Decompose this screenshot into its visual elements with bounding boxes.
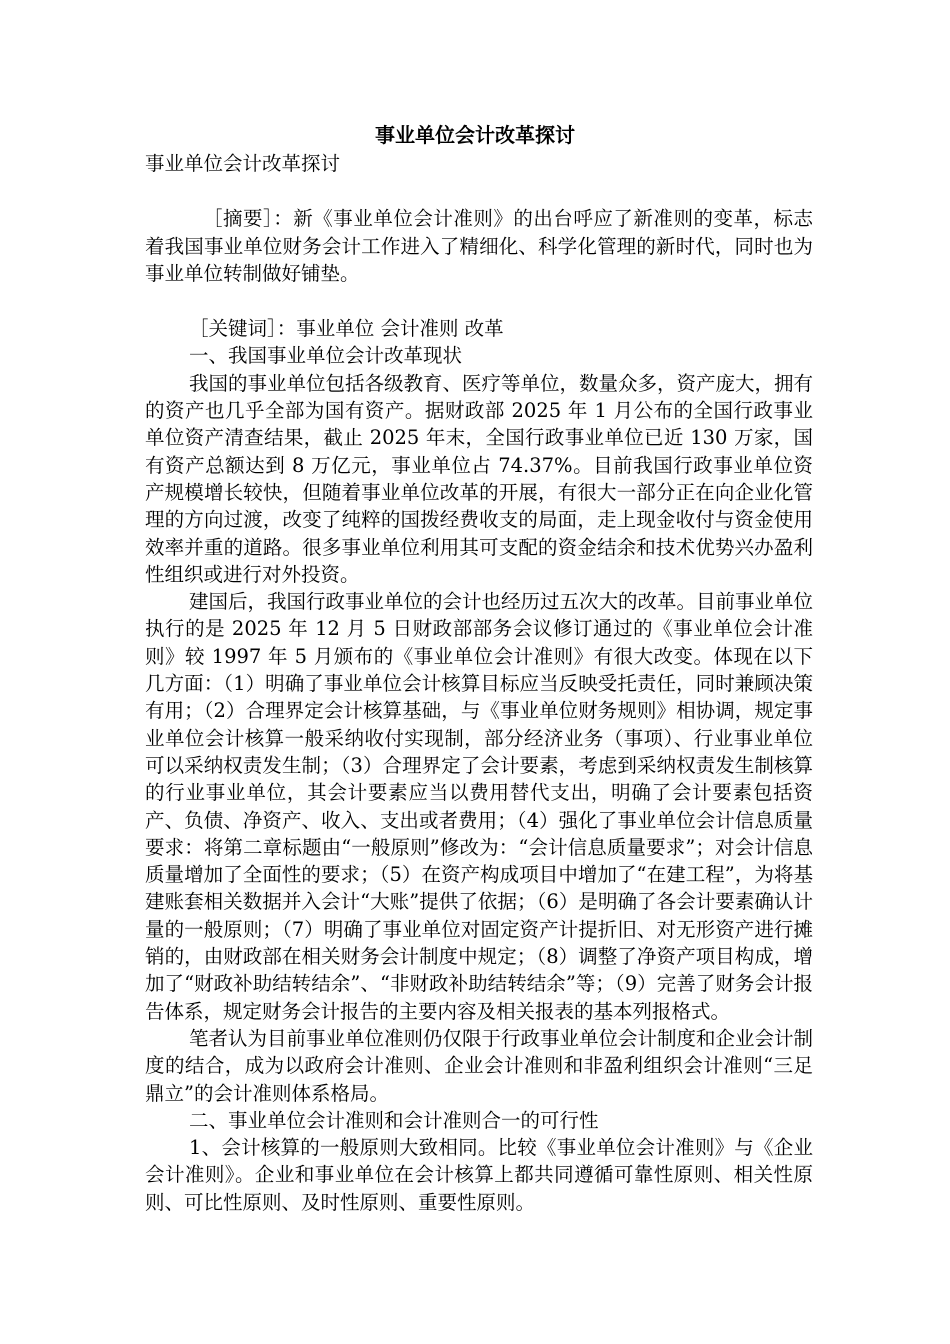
document-title: 事业单位会计改革探讨 <box>375 123 575 147</box>
paragraph-2: 建国后，我国行政事业单位的会计也经历过五次大的改革。目前事业单位执行的是 2025 年 12 月 5 日财政部部务会议修订通过的《事业单位会计准则》较 1997 年 5 月颁布的《事业单位会计准则》有很大改变。体现在以下几方面：（1）明确了事业单位会计核算目标应当反映受托责任，同时兼顾决策有用；（2）合理界定会计核算基础，与《事业单位财务规则》相协调，规定事业单位会计核算一般采纳收付实现制，部分经济业务（事项）、行业事业单位可以采纳权责发生制；（3）合理界定了会计要素，考虑到采纳权责发生制核算的行业事业单位，其会计要素应当以费用替代支出，明确了会计要素包括资产、负债、净资产、收入、支出或者费用；（4）强化了事业单位会计信息质量要求：将第二章标题由“一般原则”修改为：“会计信息质量要求”；对会计信息质量增加了全面性的要求；（5）在资产构成项目中增加了“在建工程”，为将基建账套相关数据并入会计“大账”提供了依据；（6）是明确了各会计要素确认计量的一般原则；（7）明确了事业单位对固定资产计提折旧、对无形资产进行摊销的，由财政部在相关财务会计制度中规定；（8）调整了净资产项目构成，增加了“财政补助结转结余”、“非财政补助结转结余”等；（9）完善了财务会计报告体系，规定财务会计报告的主要内容及相关报表的基本列报格式。 <box>145 590 814 1023</box>
document-body <box>145 150 813 1216</box>
paragraph-1: 我国的事业单位包括各级教育、医疗等单位，数量众多，资产庞大，拥有的资产也几乎全部为国有资产。据财政部 2025 年 1 月公布的全国行政事业单位资产清查结果，截止 2025 年末，全国行政事业单位已近 130 万家，国有资产总额达到 8 万亿元，事业单位占 74.37%。目前我国行政事业单位资产规模增长较快，但随着事业单位改革的开展，有很大一部分正在向企业化管理的方向过渡，改变了纯粹的国拨经费收支的局面，走上现金收付与资金使用效率并重的道路。很多事业单位利用其可支配的资金结余和技术优势兴办盈利性组织或进行对外投资。 <box>145 371 814 586</box>
paragraph-3: 笔者认为目前事业单位准则仍仅限于行政事业单位会计制度和企业会计制度的结合，成为以政府会计准则、企业会计准则和非盈利组织会计准则“三足鼎立”的会计准则体系格局。 <box>145 1026 814 1105</box>
abstract-paragraph: ［摘要］：新《事业单位会计准则》的出台呼应了新准则的变革，标志着我国事业单位财务会计工作进入了精细化、科学化管理的新时代，同时也为事业单位转制做好铺垫。 <box>145 207 813 285</box>
paragraph-4: 1、会计核算的一般原则大致相同。比较《事业单位会计准则》与《企业会计准则》。企业和事业单位在会计核算上都共同遵循可靠性原则、相关性原则、可比性原则、及时性原则、重要性原则。 <box>145 1136 813 1214</box>
spacer <box>145 177 813 205</box>
keywords-line: ［关键词］：事业单位 会计准则 改革 <box>189 317 504 341</box>
document-subtitle: 事业单位会计改革探讨 <box>145 152 341 175</box>
spacer <box>145 287 813 315</box>
section-heading-1: 一、我国事业单位会计改革现状 <box>189 344 463 368</box>
section-heading-2: 二、事业单位会计准则和会计准则合一的可行性 <box>189 1108 599 1132</box>
